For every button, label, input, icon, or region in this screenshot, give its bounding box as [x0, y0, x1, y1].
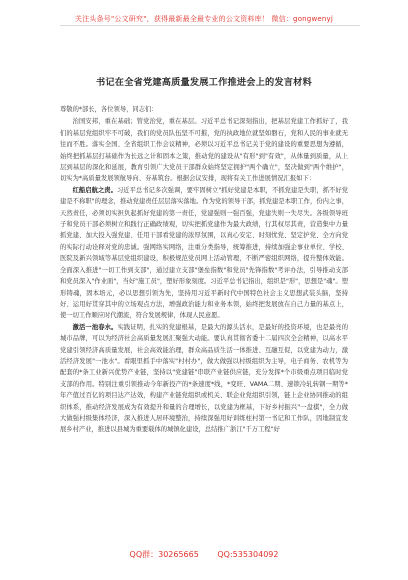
document-title: 书记在全省党建高质量发展工作推进会上的发言材料: [96, 77, 312, 88]
paragraph-text: 治国安邦，重在基础；管党治党，重在基层。习近平总书记深刻指出，把基层党建工作抓好了，我们的基层党组织牢不可破，我们的党员队伍坚不可摧，党的执政地位就坚如磐石，党和人民的事业就无往而不胜。落实全国、全省组织工作会议精神，必须以习近平总书记关于党的建设的重要思想为遵循，始终把抓基层打基础作为长远之计和固本之策，推动党的建设从"有形"到"有效"，从体量到质量，从上层到基层的深化和延展，教育引领广大党员干部群众始终坚定拥护"两个确立"，坚决做到"两个维护"，切实为*高质量发展领航导向、夯基筑台。根据会议安排，现将有关工作进展情况汇报如下：: [60, 118, 348, 183]
footer-qq-group: QQ群：30265665: [129, 550, 199, 559]
paragraph-text: 实践证明，扎实的党建根基，是最大的源头活水，是最好的投资环境，也是最亮的城市品牌，可以为经济社会高质量发展汇聚强大动能。要认真贯彻省委十二届四次全会精神，以高水平党建引领经济高质量发展，社会高效能治理，群众高品质生活一体推进、互融互促，以党建为动力，激活经济发展"一池水"。看眼里抓手中落实"村村办"，做大做强以村级组织为主导，电子商务、农机等为配套的*条工业新兴优势产业链，坚持以"党建链"串联产业链供应链，充分发挥*个市级重点项目临时党支部的作用。特别注重引领推动今年新投产的*条速度*线，*变旺、VAMA二期、速锁冷轧转钢一期等*年产值过百亿的项目达产达效，构建产业链党组织或机关、联企业党组织引领，链上企业协同推动的组织体系，推动经济发展成为有效提升和量的合理增长，以党建为框基，下好乡村振兴"一盘棋"，全力做大做强村级集体经济，深入推进人居环境整治，持续深强用好训练柱村第一书记和工作队，因地制宜发展乡村产业，推进以县城为重要载体的城镇化建设，总结推广浙江"千万工程"好: [60, 323, 349, 434]
header-divider: [60, 25, 360, 26]
footer-contact: [0, 549, 408, 560]
section-heading: 激活一池春水。: [72, 323, 118, 331]
section-heading: 红船启航之责。: [72, 186, 117, 194]
paragraph-section-2: [60, 322, 348, 436]
paragraph-intro: [60, 116, 348, 184]
header-banner[interactable]: 关注头条号"公文研究"，获得最新最全最专业的公文资料库！ 微信：gongwenyj: [74, 15, 334, 23]
document-page: [60, 74, 348, 436]
paragraph-text: 习近平总书记多次强调，要牢固树立"抓好党建是本职，不抓党建是失职，抓不好党建是不称职"的理念，推动党建责任层层落实落地。作为党的领导干部，抓党建是本职工作，份内之事，天然责任，必须切实担负起抓好党建的第一责任，党建强则一强百强，党建失则一失尽失。各级领导班子和党员干部必须树立和践行正确政绩观，切实把抓党建作为最大政绩，行其权尽其责，营造集中力量抓党建、加大投入强党建、任用干部看党建的浓厚氛围，以真心安定、时刻忧党、坚定护党、全方向党的实际行动诠释对党的忠诚。强网络实网络，注重分类指导，统筹推进，持续加强企事业单位、学校、医院及新兴领域等基层党组织建设，积极规范党员网上活动管理，不断严密组织网络，提升整体效能。全面深入推进"一切工作到支部"，通过建立支部"堡垒指数"和党员"先锋指数"考评办法，引导推动支部和党员深入"作业面"，当好"施工员"，塑好形象刻度。习近平总书记指出，组织是"形"，思想是"魂"。塑形铸魂，固本培元，必以思想引领为先，坚持用习近平新时代中国特色社会主义思想武装头脑，坚持好、运用好贯穿其中的立场观点方法，增强政治能力和业务本领，始终把发展放在自己力量的基点上，使一切工作顺应时代潮流，符合发展规律，体现人民意愿。: [60, 186, 349, 320]
salutation: 尊敬的*部长，各位领导，同志们：: [60, 106, 158, 113]
footer-qq: QQ:535304092: [217, 550, 279, 559]
paragraph-section-1: [60, 185, 348, 322]
